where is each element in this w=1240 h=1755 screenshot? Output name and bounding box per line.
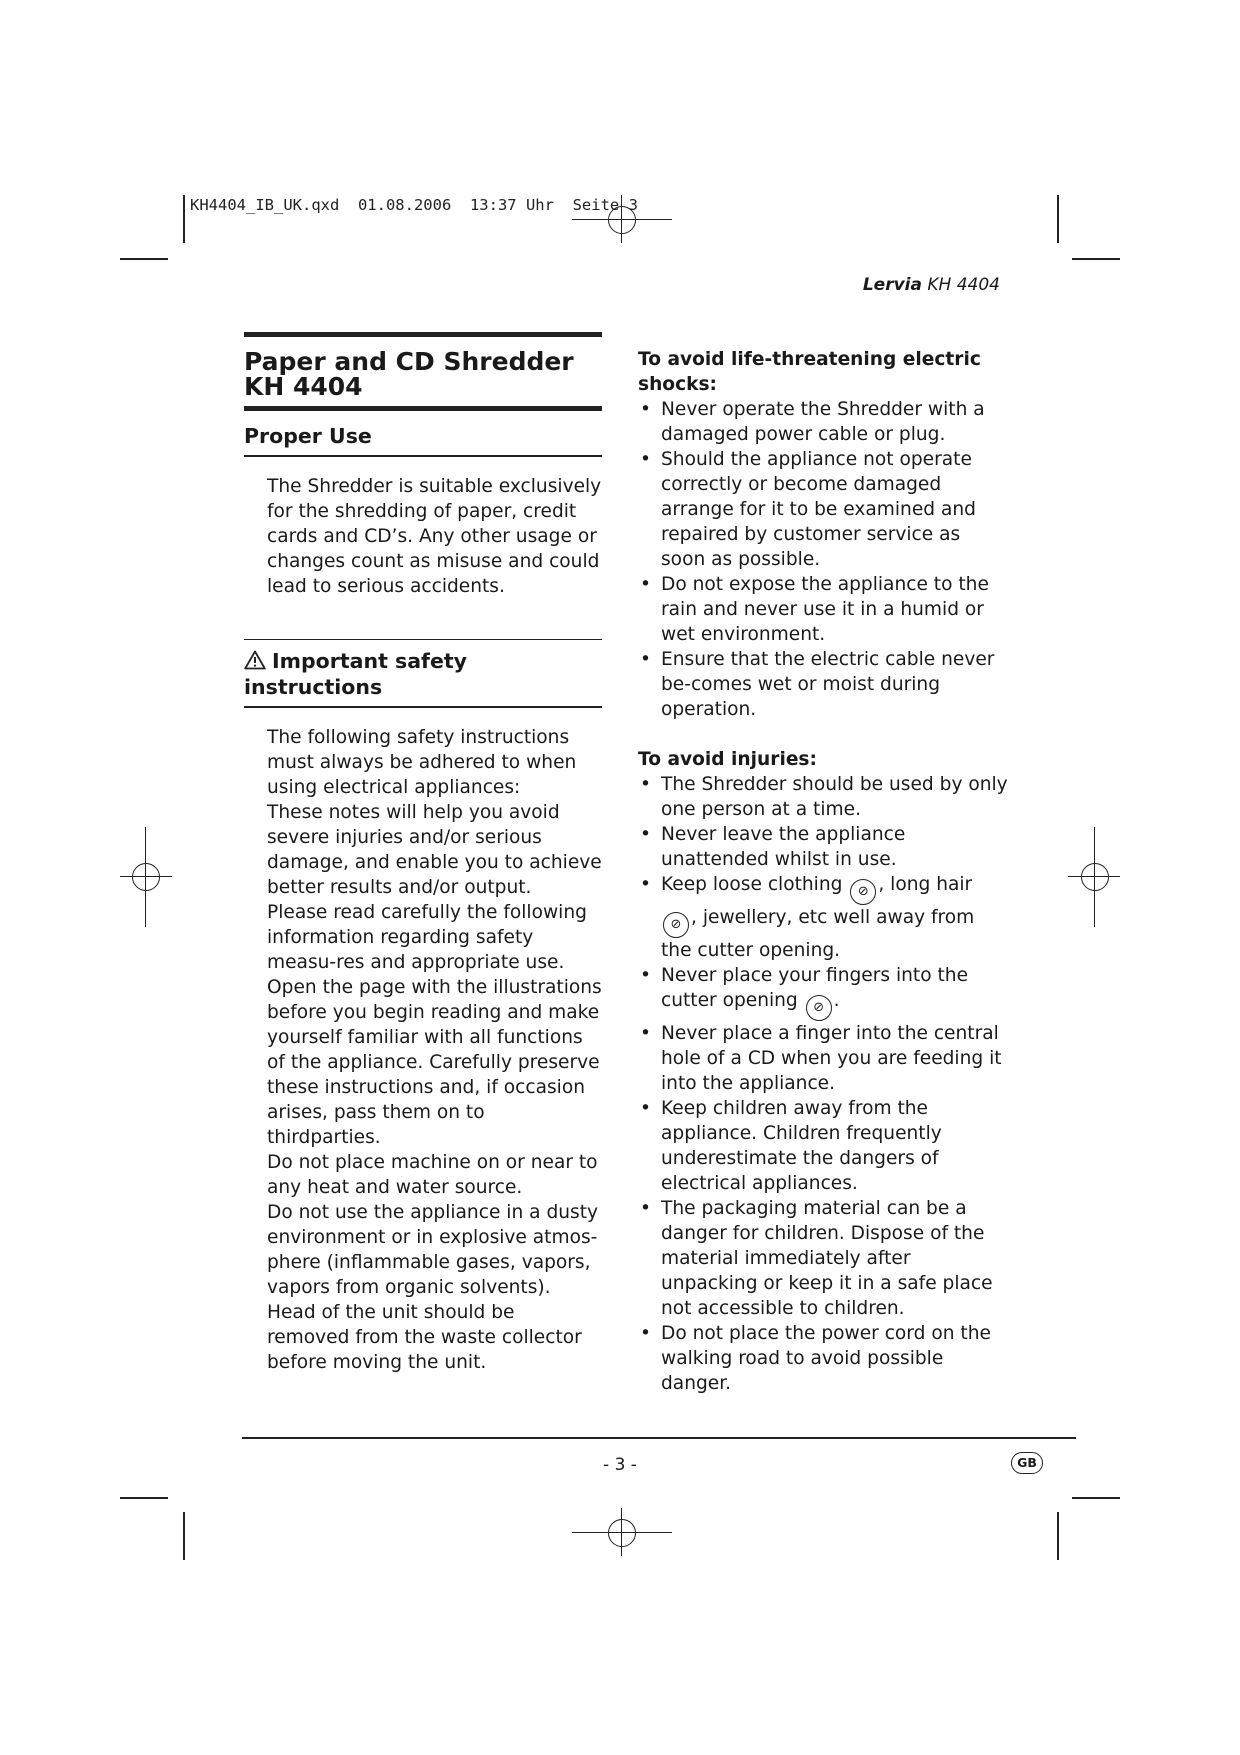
- safety-paragraph: Do not place machine on or near to any heat and water source.: [267, 1151, 598, 1198]
- safety-paragraph: The following safety instructions must always be adhered to when using electrical appliances:: [267, 726, 577, 798]
- list-item: • Never leave the appliance unattended whilst in use.: [638, 822, 1008, 872]
- right-column: [638, 347, 1008, 1396]
- electric-shock-heading: To avoid life-threatening electric shocks:: [638, 349, 981, 395]
- footer-rule: [242, 1437, 1076, 1439]
- list-item: • Should the appliance not operate correctly or become damaged arrange for it to be examined and repaired by customer service as soon as possible.: [638, 447, 1008, 572]
- running-header: [863, 275, 1000, 295]
- crop-mark: [1072, 1497, 1120, 1499]
- registration-mark: [132, 863, 160, 891]
- crop-mark: [1057, 195, 1059, 243]
- no-fingers-icon: ⊘: [806, 995, 832, 1021]
- list-item: • Keep children away from the appliance. Children frequently underestimate the dangers of electrical appliances.: [638, 1096, 1008, 1196]
- registration-mark: [608, 1519, 636, 1547]
- no-loose-clothing-icon: ⊘: [850, 879, 876, 905]
- list-item: • Ensure that the electric cable never be-comes wet or moist during operation.: [638, 647, 1008, 722]
- crop-mark: [1072, 258, 1120, 260]
- list-item: • Never place your fingers into the cutter opening ⊘ .: [638, 963, 1008, 1021]
- left-column: [244, 332, 602, 1375]
- registration-mark: [1081, 863, 1109, 891]
- section-heading-safety: Important safety instructions: [244, 649, 468, 699]
- crop-mark: [183, 1512, 185, 1560]
- crop-mark: [120, 258, 168, 260]
- crop-mark: [1057, 1512, 1059, 1560]
- list-item: • Do not expose the appliance to the rain and never use it in a humid or wet environment.: [638, 572, 1008, 647]
- list-item: • Keep loose clothing ⊘ , long hair ⊘ , jewellery, etc well away from the cutter opening.: [638, 872, 1008, 963]
- injuries-heading: To avoid injuries:: [638, 749, 817, 770]
- list-item: • Never place a finger into the central hole of a CD when you are feeding it into the appliance.: [638, 1021, 1008, 1096]
- brand-name: Lervia: [862, 275, 922, 295]
- injuries-list: [638, 772, 1008, 1396]
- page-title: Paper and CD Shredder KH 4404: [244, 347, 574, 401]
- no-long-hair-icon: ⊘: [663, 912, 689, 938]
- model-name: KH 4404: [927, 275, 1000, 295]
- electric-shock-list: [638, 397, 1008, 722]
- safety-text: [244, 725, 602, 1375]
- file-slug: KH4404_IB_UK.qxd 01.08.2006 13:37 Uhr Seite 3: [190, 196, 638, 214]
- proper-use-text: The Shredder is suitable exclusively for the shredding of paper, credit cards and CD’s. Any other usage or changes count as misuse and could lead to serious accidents.: [267, 475, 602, 597]
- country-badge: GB: [1011, 1452, 1043, 1474]
- list-item: • Never operate the Shredder with a damaged power cable or plug.: [638, 397, 1008, 447]
- section-heading-proper-use: Proper Use: [244, 424, 372, 448]
- safety-paragraph: Do not use the appliance in a dusty environment or in explosive atmos-phere (inflammable gases, vapors, vapors from organic solvents).: [267, 1201, 599, 1298]
- safety-paragraph: Please read carefully the following information regarding safety measu-res and appropriate use. Open the page with the illustrations before you begin reading and make yourself familiar with all functions of the appliance. Carefully preserve these instructions and, if occasion arises, pass them on to thirdparties.: [267, 901, 602, 1148]
- safety-paragraph: Head of the unit should be removed from the waste collector before moving the unit.: [267, 1301, 582, 1373]
- list-item: • Do not place the power cord on the walking road to avoid possible danger.: [638, 1321, 1008, 1396]
- list-item: • The packaging material can be a danger for children. Dispose of the material immediately after unpacking or keep it in a safe place not accessible to children.: [638, 1196, 1008, 1321]
- crop-mark: [183, 195, 185, 243]
- warning-triangle-icon: [244, 650, 266, 670]
- list-item: • The Shredder should be used by only one person at a time.: [638, 772, 1008, 822]
- crop-mark: [120, 1497, 168, 1499]
- page-number: - 3 -: [603, 1455, 637, 1475]
- safety-paragraph: These notes will help you avoid severe injuries and/or serious damage, and enable you to achieve better results and/or output.: [267, 801, 602, 898]
